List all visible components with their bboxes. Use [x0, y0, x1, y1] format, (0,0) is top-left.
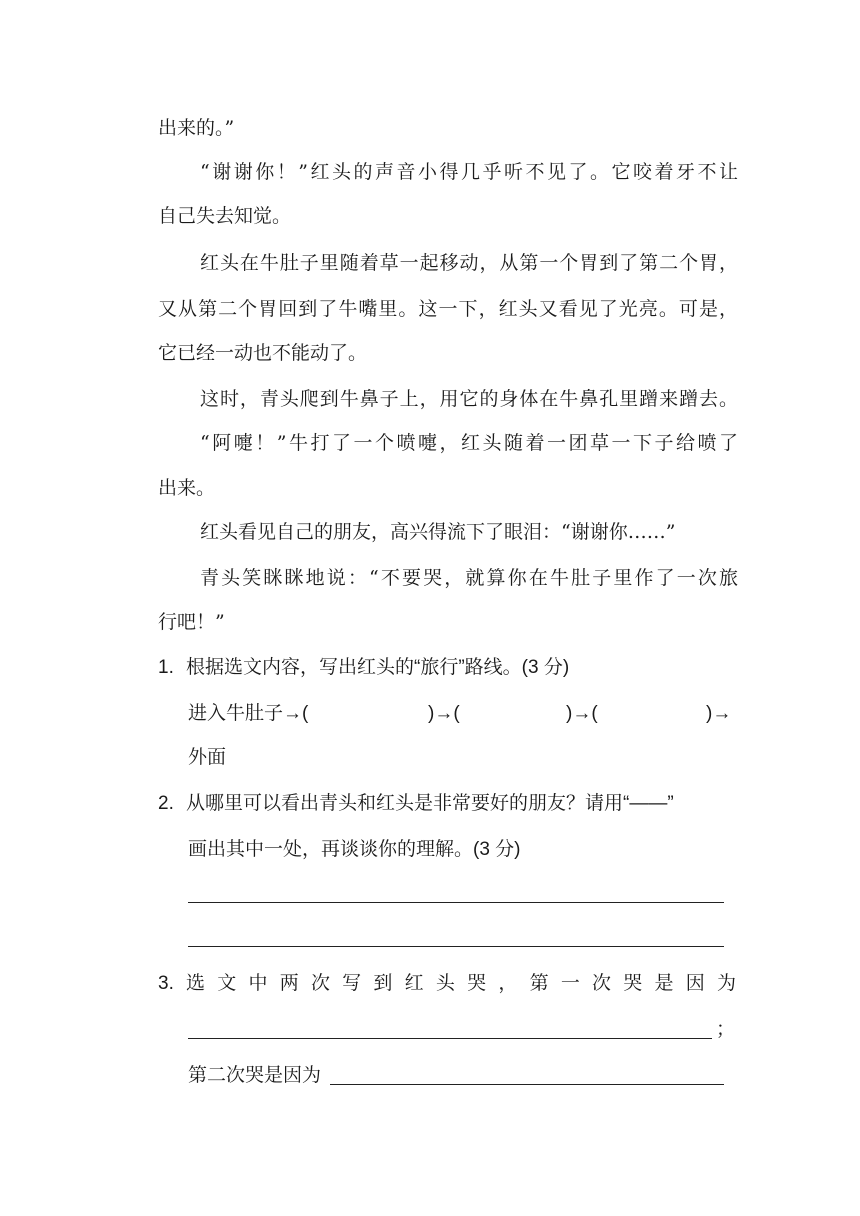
passage-line: 出来。 — [158, 477, 216, 499]
passage-line: 这时，青头爬到牛鼻子上，用它的身体在牛鼻孔里蹭来蹭去。 — [200, 388, 738, 410]
answer-line[interactable] — [188, 902, 724, 903]
passage-line: 自己失去知觉。 — [158, 205, 292, 227]
passage-line: 青头笑眯眯地说：“不要哭，就算你在牛肚子里作了一次旅 — [200, 567, 738, 589]
question-3-text: 选文中两次写到红头哭，第一次哭是因为 — [186, 973, 736, 994]
passage-line: “阿嚏！”牛打了一个喷嚏，红头随着一团草一下子给喷了 — [200, 432, 738, 454]
answer-line[interactable] — [330, 1084, 724, 1085]
passage-line: 又从第二个胃回到了牛嘴里。这一下，红头又看见了光亮。可是， — [158, 298, 738, 320]
route-end: )→ — [706, 703, 732, 724]
semicolon: ； — [716, 1019, 736, 1040]
question-1-text: 根据选文内容，写出红头的“旅行”路线。(3 分) — [186, 657, 570, 678]
passage-line: 红头看见自己的朋友，高兴得流下了眼泪：“谢谢你……” — [200, 521, 676, 543]
answer-line[interactable] — [188, 946, 724, 947]
passage-line: “谢谢你！”红头的声音小得几乎听不见了。它咬着牙不让 — [200, 161, 738, 183]
passage-line: 红头在牛肚子里随着草一起移动，从第一个胃到了第二个胃， — [200, 252, 738, 274]
question-number: 1. — [158, 657, 174, 678]
question-2-text-continued: 画出其中一处，再谈谈你的理解。(3 分) — [188, 839, 521, 860]
route-connector: )→( — [566, 703, 598, 724]
passage-line: 出来的。” — [158, 117, 235, 139]
route-last: 外面 — [188, 747, 227, 768]
question-3-second: 第二次哭是因为 — [188, 1065, 322, 1086]
answer-line[interactable] — [188, 1038, 712, 1039]
passage-line: 行吧！” — [158, 611, 225, 633]
route-connector: )→( — [428, 703, 460, 724]
question-number: 2. — [158, 793, 174, 814]
question-2-text: 从哪里可以看出青头和红头是非常要好的朋友？请用“——” — [186, 793, 674, 814]
route-answer-row — [188, 702, 736, 726]
question-number: 3. — [158, 973, 174, 994]
passage-line: 它已经一动也不能动了。 — [158, 342, 368, 364]
route-start: 进入牛肚子→( — [188, 703, 309, 724]
